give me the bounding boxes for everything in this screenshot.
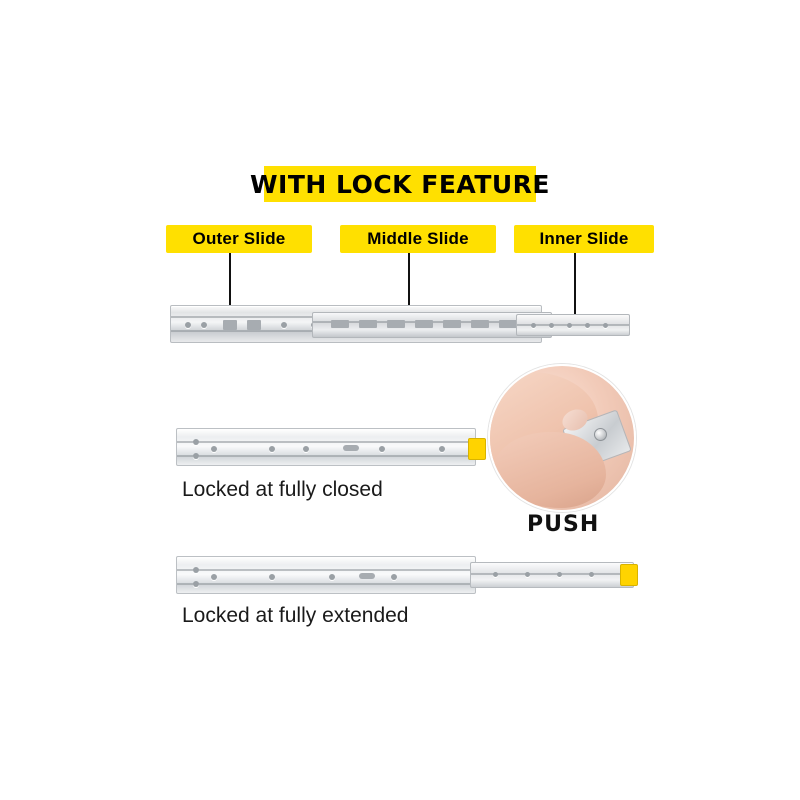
lightening-slot bbox=[387, 320, 405, 328]
mounting-hole bbox=[185, 322, 191, 328]
mounting-hole bbox=[193, 439, 199, 445]
with-lock-feature-badge: WITH LOCK FEATURE bbox=[264, 166, 536, 202]
leader-line-outer-slide bbox=[229, 253, 231, 307]
detent-slot bbox=[343, 445, 359, 451]
mounting-hole bbox=[585, 323, 590, 328]
mounting-hole bbox=[211, 574, 217, 580]
mounting-hole bbox=[193, 453, 199, 459]
mounting-hole bbox=[531, 323, 536, 328]
lock-release-tab-extended[interactable] bbox=[620, 564, 638, 586]
mounting-hole bbox=[269, 574, 275, 580]
mounting-hole bbox=[379, 446, 385, 452]
mounting-hole bbox=[193, 567, 199, 573]
mounting-hole bbox=[281, 322, 287, 328]
extended-inner-rail bbox=[470, 562, 634, 588]
lightening-slot bbox=[443, 320, 461, 328]
rail-ridge bbox=[177, 583, 475, 585]
mounting-hole bbox=[391, 574, 397, 580]
rail-ridge bbox=[177, 455, 475, 457]
inner-slide-rail bbox=[516, 314, 630, 336]
leader-line-inner-slide bbox=[574, 253, 576, 315]
pivot-rivet bbox=[594, 428, 607, 441]
mounting-hole bbox=[549, 323, 554, 328]
drawer-slide-extended bbox=[176, 556, 476, 594]
mounting-hole bbox=[525, 572, 530, 577]
caption-locked-extended: Locked at fully extended bbox=[182, 604, 409, 627]
mounting-hole bbox=[303, 446, 309, 452]
detent-slot bbox=[359, 573, 375, 579]
callout-outer-slide: Outer Slide bbox=[166, 225, 312, 253]
lightening-slot bbox=[499, 320, 517, 328]
mounting-slot bbox=[223, 320, 237, 330]
rail-ridge bbox=[177, 569, 475, 571]
mounting-hole bbox=[603, 323, 608, 328]
lightening-slot bbox=[471, 320, 489, 328]
lightening-slot bbox=[359, 320, 377, 328]
mounting-hole bbox=[557, 572, 562, 577]
push-label: PUSH bbox=[527, 512, 600, 537]
mounting-hole bbox=[567, 323, 572, 328]
lightening-slot bbox=[415, 320, 433, 328]
callout-inner-slide: Inner Slide bbox=[514, 225, 654, 253]
leader-line-middle-slide bbox=[408, 253, 410, 309]
mounting-hole bbox=[193, 581, 199, 587]
mounting-hole bbox=[269, 446, 275, 452]
caption-locked-closed: Locked at fully closed bbox=[182, 478, 383, 501]
mounting-slot bbox=[247, 320, 261, 330]
drawer-slide-closed bbox=[176, 428, 476, 466]
mounting-hole bbox=[493, 572, 498, 577]
mounting-hole bbox=[329, 574, 335, 580]
lightening-slot bbox=[331, 320, 349, 328]
lock-release-tab[interactable] bbox=[468, 438, 486, 460]
mounting-hole bbox=[589, 572, 594, 577]
mounting-hole bbox=[201, 322, 207, 328]
callout-middle-slide: Middle Slide bbox=[340, 225, 496, 253]
mounting-hole bbox=[439, 446, 445, 452]
mounting-hole bbox=[211, 446, 217, 452]
rail-ridge bbox=[177, 441, 475, 443]
thumb-image bbox=[494, 432, 606, 508]
push-detail-inset bbox=[488, 364, 636, 512]
